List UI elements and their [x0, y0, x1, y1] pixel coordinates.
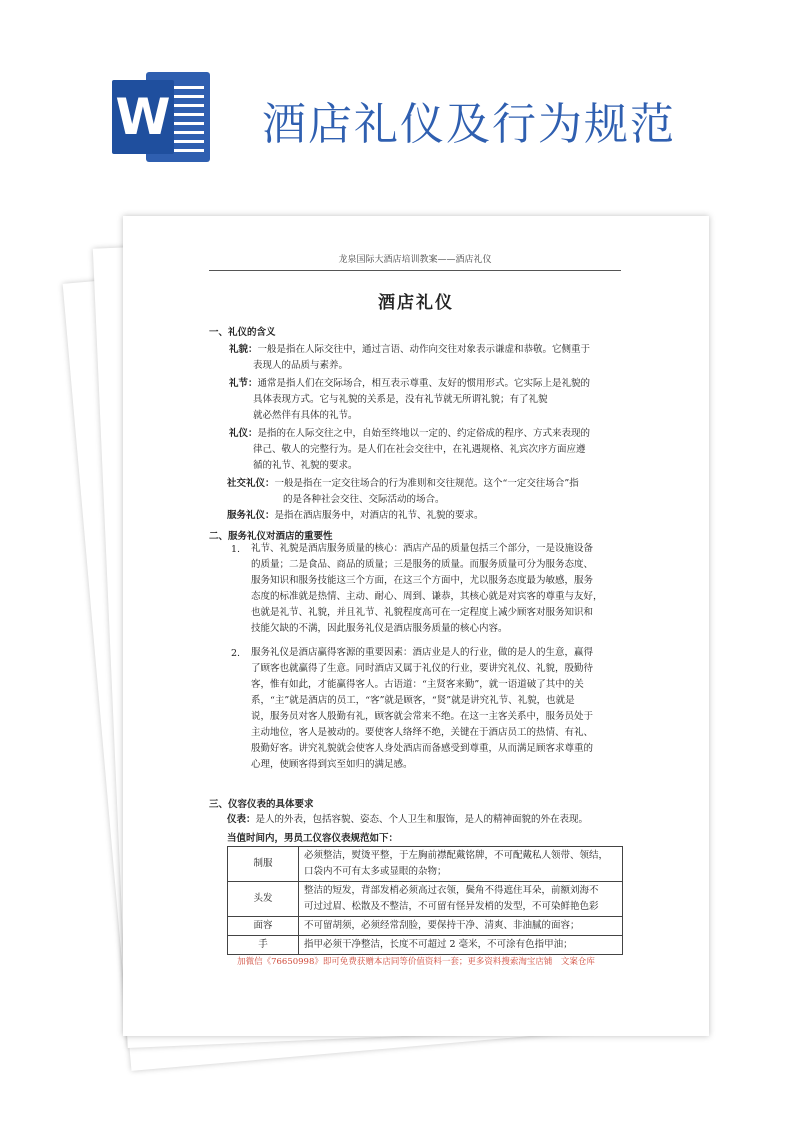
term: 社交礼仪：: [227, 478, 275, 489]
page-header: 龙泉国际大酒店培训教案——酒店礼仪: [209, 252, 621, 271]
definition-fuwu: [227, 508, 637, 524]
definition-lijie: [229, 376, 629, 392]
promo-text: 加微信《76650998》即可免费获赠本店同等价值资料一套；更多资料搜索淘宝店铺 文案仓库: [237, 957, 595, 967]
document-title: 酒店礼仪: [378, 293, 454, 313]
rule-line: 可过过眉、松散及不整洁，不可留有怪异发梢的发型，不可染鲜艳色彩: [304, 901, 599, 912]
paragraph-line: 了顾客也就赢得了生意。同时酒店又属于礼仪的行业，要讲究礼仪、礼貌，殷勤待: [251, 663, 594, 674]
table-cell-rule: [299, 936, 623, 955]
definition-line: 的是各种社会交往、交际活动的场合。: [283, 494, 445, 505]
definition-text: 一般是指在一定交往场合的行为准则和交往规范。这个“一定交往场合”指: [274, 478, 579, 489]
paragraph-line: 的质量；二是食品、商品的质量；三是服务的质量。而服务质量可分为服务态度、: [251, 559, 594, 570]
paragraph-2: [251, 645, 631, 773]
definition-liyi: [229, 426, 629, 442]
section-heading: 二、服务礼仪对酒店的重要性: [209, 531, 333, 542]
paragraph-line: 心理，使顾客得到宾至如归的满足感。: [251, 759, 413, 770]
rule-line: 指甲必须干净整洁，长度不可超过 2 毫米，不可涂有色指甲油；: [304, 939, 573, 950]
table-cell-rule: [299, 882, 623, 917]
definition-limao: [229, 342, 629, 358]
definition-line: 就必然伴有具体的礼节。: [253, 410, 358, 421]
section-heading: 三、仪容仪表的具体要求: [209, 799, 314, 810]
definition-line: 循的礼节、礼貌的要求。: [253, 460, 358, 471]
definition-text: 是指在酒店服务中，对酒店的礼节、礼貌的要求。: [274, 510, 484, 521]
term: 礼貌：: [229, 344, 258, 355]
definition-text: 一般是指在人际交往中，通过言语、动作向交往对象表示谦虚和恭敬。它侧重于: [257, 344, 591, 355]
logo-letter: W: [112, 80, 174, 154]
paragraph-line: 客，惟有如此，才能赢得客人。古语道：“主贤客来勤”，就一语道破了其中的关: [251, 679, 584, 690]
table-row: [228, 847, 623, 882]
paragraph-line: 服务知识和服务技能这三个方面，在这三个方面中，尤以服务态度最为敏感，服务: [251, 575, 594, 586]
definition-shejiao: [227, 476, 637, 492]
table-cell-item: 头发: [228, 882, 299, 917]
paragraph-line: 殷勤好客。讲究礼貌就会使客人身处酒店而备感受到尊重，从而满足顾客求尊重的: [251, 743, 594, 754]
list-number: 2.: [231, 648, 241, 659]
paragraph-line: 态度的标准就是热情、主动、耐心、周到、谦恭，其核心就是对宾客的尊重与友好，: [251, 591, 603, 602]
paragraph-line: 礼节、礼貌是酒店服务质量的核心：酒店产品的质量包括三个部分，一是设施设备: [251, 543, 594, 554]
table-cell-rule: [299, 847, 623, 882]
rule-line: 口袋内不可有太多或显眼的杂物；: [304, 866, 447, 877]
banner-title: 酒店礼仪及行为规范: [262, 99, 676, 150]
paragraph-line: 技能欠缺的不满，因此服务礼仪是酒店服务质量的核心内容。: [251, 623, 508, 634]
table-row: [228, 882, 623, 917]
term: 仪表：: [227, 814, 256, 825]
definition-line: 表现人的品质与素养。: [253, 360, 349, 371]
table-cell-rule: [299, 917, 623, 936]
document-page: [123, 216, 709, 1036]
definition-text: 是人的外表，包括容貌、姿态、个人卫生和服饰，是人的精神面貌的外在表现。: [255, 814, 589, 825]
paragraph-line: 系，“主”就是酒店的员工，“客”就是顾客，“贤”就是讲究礼节、礼貌，也就是: [251, 695, 575, 706]
table-heading: 当值时间内，男员工仪容仪表规范如下：: [227, 833, 399, 844]
definition-line: 具体表现方式。它与礼貌的关系是，没有礼节就无所谓礼貌；有了礼貌: [253, 394, 548, 405]
definition-text: 是指的在人际交往之中，自始至终地以一定的、约定俗成的程序、方式来表现的: [257, 428, 591, 439]
rule-line: 不可留胡须，必须经常刮脸，要保持干净、清爽、非油腻的面容；: [304, 920, 580, 931]
term: 礼仪：: [229, 428, 258, 439]
paragraph-line: 服务礼仪是酒店赢得客源的重要因素：酒店业是人的行业，做的是人的生意，赢得: [251, 647, 594, 658]
list-number: 1.: [231, 544, 241, 555]
table-row: [228, 936, 623, 955]
term: 服务礼仪：: [227, 510, 275, 521]
paragraph-line: 主动地位，客人是被动的。要使客人络绎不绝，关键在于酒店员工的热情、有礼、: [251, 727, 594, 738]
table-row: [228, 917, 623, 936]
definition-yibiao: [227, 812, 637, 828]
table-cell-item: 手: [228, 936, 299, 955]
term: 礼节：: [229, 378, 258, 389]
grooming-table: [227, 846, 623, 955]
word-document-icon: [112, 72, 212, 162]
rule-line: 整洁的短发，背部发梢必须高过衣领，鬓角不得遮住耳朵，前额刘海不: [304, 885, 599, 896]
section-heading: 一、礼仪的含义: [209, 327, 276, 338]
paragraph-line: 也就是礼节、礼貌，并且礼节、礼貌程度高可在一定程度上减少顾客对服务知识和: [251, 607, 594, 618]
definition-text: 通常是指人们在交际场合，相互表示尊重、友好的惯用形式。它实际上是礼貌的: [257, 378, 591, 389]
definition-line: 律己、敬人的完整行为。是人们在社会交往中，在礼遇规格、礼宾次序方面应遵: [253, 444, 586, 455]
paragraph-line: 说，服务员对客人殷勤有礼，顾客就会常来不绝。在这一主客关系中，服务员处于: [251, 711, 594, 722]
table-cell-item: 面容: [228, 917, 299, 936]
rule-line: 必须整洁，熨烫平整，于左胸前襟配戴铭牌，不可配戴私人领带、领结，: [304, 850, 609, 861]
paragraph-1: [251, 541, 631, 637]
table-cell-item: 制服: [228, 847, 299, 882]
